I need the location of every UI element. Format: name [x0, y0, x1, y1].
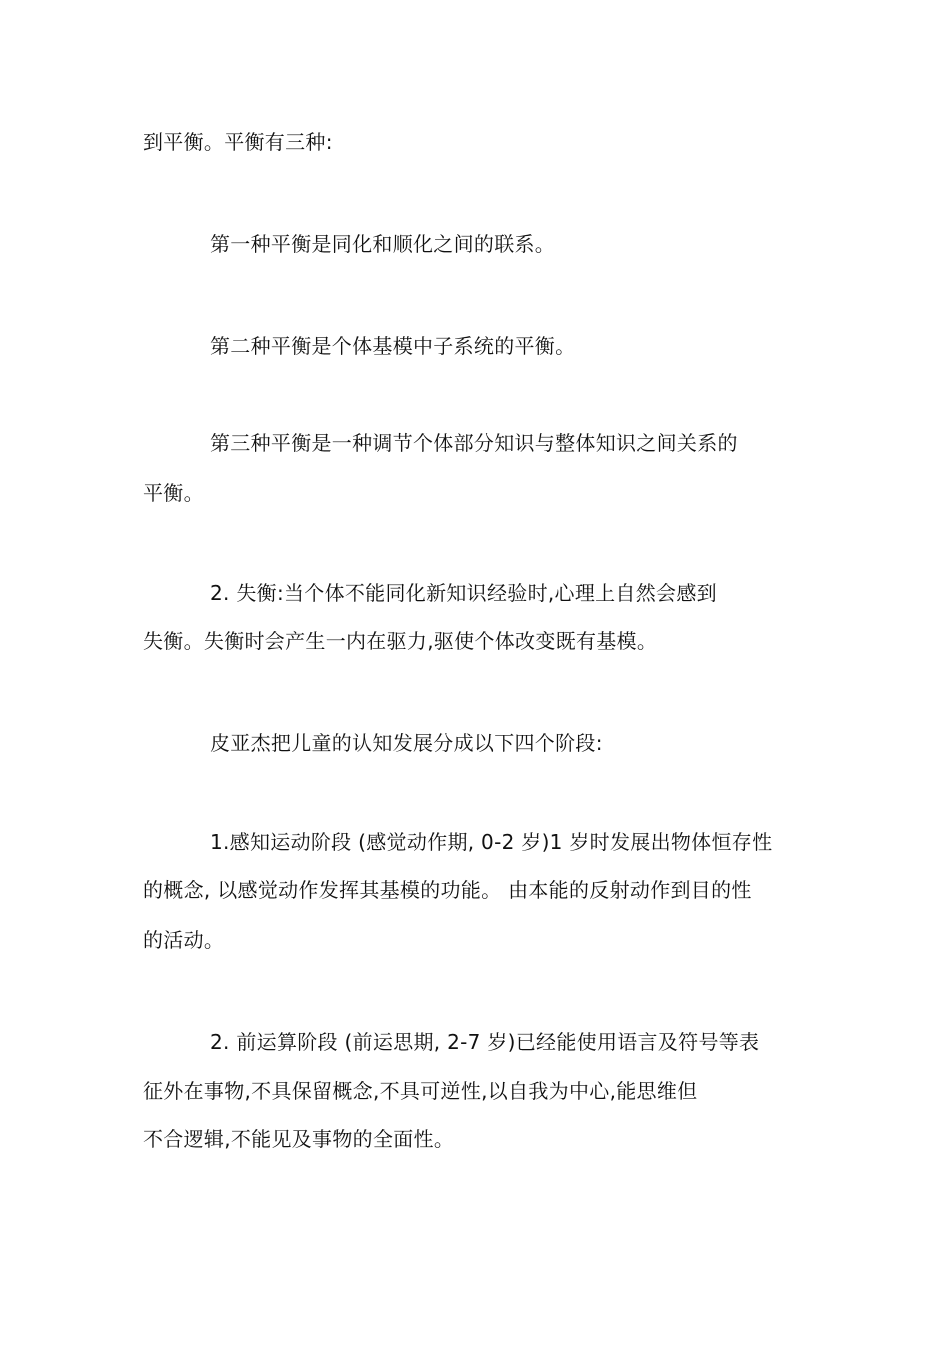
text-line-2: 第一种平衡是同化和顺化之间的联系。: [210, 232, 556, 256]
text-line-6: 2. 失衡:当个体不能同化新知识经验时,心理上自然会感到: [210, 581, 717, 605]
text-line-11: 的活动。: [143, 928, 225, 952]
text-line-3: 第二种平衡是个体基模中子系统的平衡。: [210, 334, 576, 358]
text-line-8: 皮亚杰把儿童的认知发展分成以下四个阶段:: [210, 731, 603, 755]
text-line-14: 不合逻辑,不能见及事物的全面性。: [143, 1127, 455, 1151]
text-line-10: 的概念, 以感觉动作发挥其基模的功能。 由本能的反射动作到目的性: [143, 878, 752, 902]
text-line-9: 1.感知运动阶段 (感觉动作期, 0-2 岁)1 岁时发展出物体恒存性: [210, 830, 773, 854]
text-line-5: 平衡。: [143, 481, 204, 505]
text-line-4: 第三种平衡是一种调节个体部分知识与整体知识之间关系的: [210, 431, 738, 455]
text-line-13: 征外在事物,不具保留概念,不具可逆性,以自我为中心,能思维但: [143, 1079, 698, 1103]
text-line-7: 失衡。失衡时会产生一内在驱力,驱使个体改变既有基模。: [143, 629, 658, 653]
text-line-1: 到平衡。平衡有三种:: [143, 130, 333, 154]
text-line-12: 2. 前运算阶段 (前运思期, 2-7 岁)已经能使用语言及符号等表: [210, 1030, 760, 1054]
